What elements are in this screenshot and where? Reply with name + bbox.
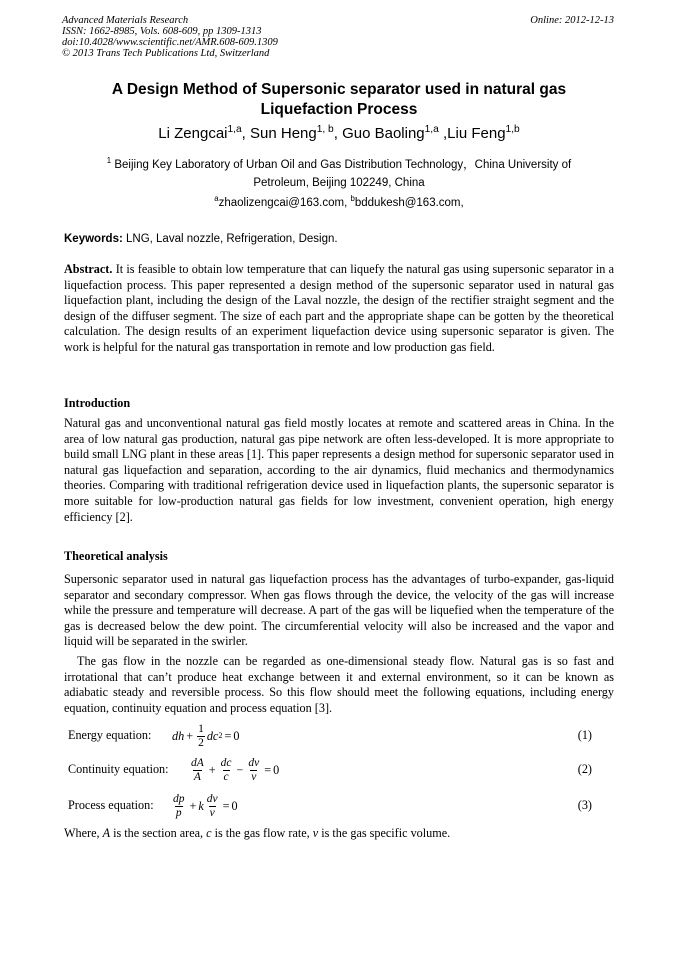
equation-label: Energy equation: xyxy=(68,728,152,742)
theory-paragraph-2: The gas flow in the nozzle can be regarded as one-dimensional steady flow. Natural gas is so fast and irrotational that can’t produce heat exchange between it and external environment, so it can be known as adiabatic steady and reversible process. So this flow should meet the following equations, including energy equation, continuity equation and process equation [3]. xyxy=(64,654,614,715)
keywords-label: Keywords: xyxy=(64,233,123,245)
affiliation xyxy=(62,156,616,192)
author-affiliation-mark: 1,b xyxy=(505,124,520,135)
author-emails xyxy=(62,196,616,210)
equation-energy xyxy=(68,718,592,754)
equation-continuity xyxy=(68,752,592,788)
equation-process xyxy=(68,788,592,824)
equation-number: (3) xyxy=(577,798,592,812)
journal-header xyxy=(62,15,278,59)
energy-equation-formula: dh + $\frac{1}{2}$ dc 2 = 0 xyxy=(172,722,240,749)
equation-number: (1) xyxy=(577,728,592,742)
author-affiliation-mark: 1,a xyxy=(424,124,439,135)
issn-line: ISSN: 1662-8985, Vols. 608-609, pp 1309-1313 xyxy=(62,26,262,37)
author-name: Sun Heng xyxy=(250,125,317,142)
title-line-1: A Design Method of Supersonic separator used in natural gas xyxy=(111,81,567,98)
author-affiliation-mark: 1,a xyxy=(227,124,242,135)
continuity-equation-formula: $\frac{dA}{A}$ + $\frac{dc}{c}$ − $\frac{dv}{v}$ = 0 xyxy=(191,756,280,783)
email-b: bddukesh@163.com, xyxy=(354,197,464,209)
journal-name: Advanced Materials Research xyxy=(62,15,189,26)
section-heading-theory: Theoretical analysis xyxy=(64,549,168,563)
variable-symbol: c xyxy=(206,826,212,840)
doi-line: doi:10.4028/www.scientific.net/AMR.608-609.1309 xyxy=(62,37,278,48)
author-name: Guo Baoling xyxy=(342,125,425,142)
email-mark-b: b xyxy=(350,194,355,204)
author-name: Liu Feng xyxy=(447,125,506,142)
author-name: Li Zengcai xyxy=(158,125,228,142)
affiliation-line-2: Petroleum, Beijing 102249, China xyxy=(253,177,425,189)
paper-title xyxy=(62,80,616,120)
abstract-text: It is feasible to obtain low temperature that can liquefy the natural gas using supersonic separator in a liquefaction process. This paper represented a design method of the supersonic separator used in natural gas liquefaction plant, including the design of the Laval nozzle, the design of the rectifier straight segment and the design of the diffuser segment. The size of each part and the appropriate shape can be gotten by the theoretical calculation. The design results of an experiment liquefaction device using supersonic separator is given. The work is helpful for the natural gas transportation in remote and low production gas field. xyxy=(64,262,615,354)
section-heading-introduction: Introduction xyxy=(64,396,131,410)
author-list: Li Zengcai$^{1,a}$, Sun Heng$^{1, b}$, Guo Baoling$^{1,a}$ ,Liu Feng$^{1,b}$ xyxy=(158,124,520,142)
theory-paragraph-1: Supersonic separator used in natural gas liquefaction process has the advantages of turbo-expander, gas-liquid separator and secondary compressor. When gas flows through the device, the velocity of the gas will increase while the pressure and temperature will decrease. A part of the gas will be liquefied when the temperature of the gas is decreased below the dew point. The circumferential velocity will also be increased and the vapor and liquid will be separated in the swirler. xyxy=(64,572,614,649)
affiliation-line-1: Beijing Key Laboratory of Urban Oil and Gas Distribution Technology，China University of xyxy=(114,159,572,171)
email-a: zhaolizengcai@163.com, xyxy=(218,197,348,209)
email-mark-a: a xyxy=(214,194,219,204)
copyright-line: © 2013 Trans Tech Publications Ltd, Switzerland xyxy=(62,48,270,59)
equation-number: (2) xyxy=(577,762,592,776)
title-line-2: Liquefaction Process xyxy=(260,101,418,118)
keywords xyxy=(64,232,616,246)
process-equation-formula: $\frac{dp}{p}$ + k $\frac{dv}{v}$ = 0 xyxy=(173,792,238,819)
where-text: is the section area, xyxy=(113,826,204,840)
equation-label: Continuity equation: xyxy=(68,762,169,776)
variable-definitions xyxy=(64,826,614,841)
introduction-paragraph: Natural gas and unconventional natural gas field mostly locates at remote and scattered areas in China. In the area of low natural gas production, natural gas pipe network are often less-developed. It is more appropriate to build small LNG plant in these areas [1]. This paper represents a design method for supersonic separator used in natural gas liquefaction and separation, according to the air dynamics, fluid mechanics and thermodynamics theories. Comparing with traditional refrigeration device used in liquefaction plants, the supersonic separator is more suitable for low-production natural gas fields for low investment, convenient operation, high energy efficiency [2]. xyxy=(64,416,614,524)
where-text: is the gas specific volume. xyxy=(321,826,451,840)
equation-label: Process equation: xyxy=(68,798,154,812)
abstract xyxy=(64,262,614,356)
author-affiliation-mark: 1, b xyxy=(316,124,334,135)
where-text: is the gas flow rate, xyxy=(214,826,310,840)
variable-symbol: v xyxy=(312,826,319,840)
online-date: Online: 2012-12-13 xyxy=(530,15,614,26)
abstract-label: Abstract. xyxy=(64,262,113,276)
where-text: Where, xyxy=(64,826,100,840)
keywords-text: LNG, Laval nozzle, Refrigeration, Design. xyxy=(126,233,338,245)
variable-symbol: A xyxy=(102,826,111,840)
affiliation-mark: 1 xyxy=(106,156,112,166)
